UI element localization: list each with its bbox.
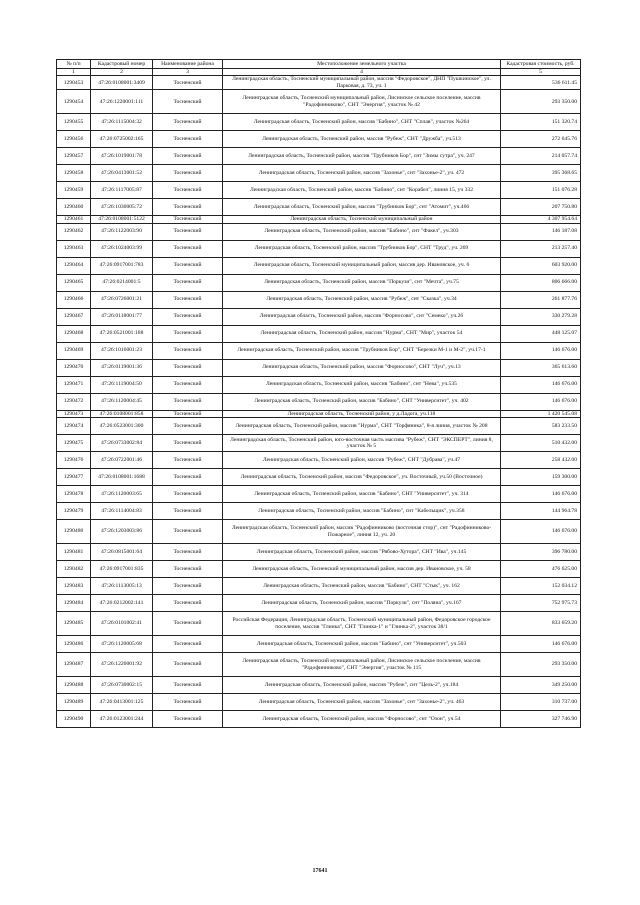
cadastral-number-cell: 47:26:1113005:13 <box>91 578 153 595</box>
cadastral-number-cell: 47:26:0722001:46 <box>91 452 153 469</box>
cadastral-value-table <box>56 59 581 728</box>
cadastral-value-cell: 510 432.00 <box>501 435 581 452</box>
district-cell: Тосненский <box>153 711 223 728</box>
table-row <box>57 308 581 325</box>
cadastral-number-cell: 47:26:0118001:77 <box>91 308 153 325</box>
cadastral-number-cell: 47:26:0815001:64 <box>91 544 153 561</box>
cadastral-number-cell: 47:26:0214001:5 <box>91 274 153 291</box>
row-number-cell: 1290486 <box>57 636 91 653</box>
table-column-numbers-row <box>57 69 581 76</box>
page-number: 17641 <box>312 868 328 874</box>
cadastral-value-cell: 365 613.60 <box>501 359 581 376</box>
table-row <box>57 418 581 435</box>
location-cell: Ленинградская область, Тосненский район, массив "Поркузи", снт "Мечта", уч.75 <box>223 274 501 291</box>
cadastral-number-cell: 47:26:1024003:99 <box>91 240 153 257</box>
table-row <box>57 520 581 544</box>
table-row <box>57 291 581 308</box>
location-cell: Ленинградская область, Тосненский район, массив "Бабино", снт "Корабел", линия 15, уч 332 <box>223 182 501 199</box>
cadastral-number-cell: 47:26:1030005:72 <box>91 199 153 216</box>
cadastral-value-cell: 146 676.00 <box>501 520 581 544</box>
district-cell: Тосненский <box>153 486 223 503</box>
cadastral-value-cell: 293 350.00 <box>501 90 581 114</box>
column-number: 1 <box>57 69 91 76</box>
row-number-cell: 1290458 <box>57 165 91 182</box>
row-number-cell: 1290464 <box>57 257 91 274</box>
cadastral-value-cell: 258 432.00 <box>501 452 581 469</box>
cadastral-number-cell: 47:26:1120004:45 <box>91 393 153 410</box>
cadastral-value-cell: 272 645.76 <box>501 131 581 148</box>
location-cell: Ленинградская область, Тосненский район, массив "Трубников Бор", СНТ "Березки М-1 и М-2", уч.17-1 <box>223 342 501 359</box>
column-number: 3 <box>153 69 223 76</box>
row-number-cell: 1290455 <box>57 114 91 131</box>
location-cell: Ленинградская область, Тосненский район, массив "Рубеж", снт "Сказка", уч.34 <box>223 291 501 308</box>
cadastral-value-cell: 146 676.00 <box>501 636 581 653</box>
district-cell: Тосненский <box>153 393 223 410</box>
row-number-cell: 1290471 <box>57 376 91 393</box>
table-row <box>57 435 581 452</box>
location-cell: Ленинградская область, Тосненский район, массив "Федоровское", уч. Восточный, уч.50 (Восточное) <box>223 469 501 486</box>
cadastral-number-cell: 47:26:1120005:68 <box>91 636 153 653</box>
table-row <box>57 376 581 393</box>
location-cell: Ленинградская область, Тосненский район, массив "Бабино", снт "Нева", уч.535 <box>223 376 501 393</box>
table-row <box>57 694 581 711</box>
location-cell: Ленинградская область, Тосненский район, массив "Рябово-Хутора", СНТ "Ива", уч.145 <box>223 544 501 561</box>
header-land-location: Местоположение земельного участка <box>223 60 501 69</box>
location-cell: Ленинградская область, Тосненский район, массив "Поркузи", снт "Поляна", уч.167 <box>223 595 501 612</box>
cadastral-value-cell: 214 057.74 <box>501 148 581 165</box>
cadastral-number-cell: 47:26:0413001:52 <box>91 165 153 182</box>
row-number-cell: 1290474 <box>57 418 91 435</box>
row-number-cell: 1290483 <box>57 578 91 595</box>
row-number-cell: 1290478 <box>57 486 91 503</box>
cadastral-value-cell: 152 034.12 <box>501 578 581 595</box>
location-cell: Ленинградская область, Тосненский район, юго-восточная часть массива "Рубеж", СНТ "ЭКСПЕРТ", линия 8, участок № 5 <box>223 435 501 452</box>
table-row <box>57 274 581 291</box>
cadastral-number-cell: 47:26:0917001:835 <box>91 561 153 578</box>
cadastral-value-cell: 396 780.00 <box>501 544 581 561</box>
cadastral-number-cell: 47:26:0108001:858 <box>91 410 153 417</box>
cadastral-number-cell: 47:26:1220001:111 <box>91 90 153 114</box>
location-cell: Ленинградская область, Тосненский район, массив "Трубников Бор", снт "Атомит", уч.466 <box>223 199 501 216</box>
district-cell: Тосненский <box>153 223 223 240</box>
district-cell: Тосненский <box>153 291 223 308</box>
cadastral-value-cell: 536 611.45 <box>501 76 581 90</box>
header-cadastral-number: Кадастровый номер <box>91 60 153 69</box>
column-number: 4 <box>223 69 501 76</box>
row-number-cell: 1290457 <box>57 148 91 165</box>
district-cell: Тосненский <box>153 182 223 199</box>
table-row <box>57 677 581 694</box>
location-cell: Ленинградская область, Тосненский муниципальный район, массив дер. Ивановское, уч. 58 <box>223 561 501 578</box>
cadastral-value-cell: 395 368.65 <box>501 165 581 182</box>
table-row <box>57 342 581 359</box>
district-cell: Тосненский <box>153 452 223 469</box>
header-district-name: Наименование района <box>153 60 223 69</box>
location-cell: Ленинградская область, Тосненский район, массив "Бабино", СНТ "Университет", уч. 314 <box>223 486 501 503</box>
cadastral-number-cell: 47:26:1119004:50 <box>91 376 153 393</box>
cadastral-value-cell: 293 350.00 <box>501 653 581 677</box>
cadastral-number-cell: 47:26:0119001:36 <box>91 359 153 376</box>
district-cell: Тосненский <box>153 325 223 342</box>
district-cell: Тосненский <box>153 199 223 216</box>
cadastral-value-cell: 261 877.76 <box>501 291 581 308</box>
table-row <box>57 544 581 561</box>
table-row <box>57 486 581 503</box>
cadastral-number-cell: 47:26:0101002:41 <box>91 612 153 636</box>
row-number-cell: 1290454 <box>57 90 91 114</box>
cadastral-value-cell: 146 676.00 <box>501 486 581 503</box>
table-row <box>57 165 581 182</box>
row-number-cell: 1290481 <box>57 544 91 561</box>
district-cell: Тосненский <box>153 435 223 452</box>
district-cell: Тосненский <box>153 578 223 595</box>
location-cell: Ленинградская область, Тосненский район, массив "Нурма", СНТ "Мир", участок 54 <box>223 325 501 342</box>
district-cell: Тосненский <box>153 90 223 114</box>
district-cell: Тосненский <box>153 410 223 417</box>
table-row <box>57 216 581 223</box>
district-cell: Тосненский <box>153 240 223 257</box>
cadastral-value-cell: 151 076.28 <box>501 182 581 199</box>
row-number-cell: 1290470 <box>57 359 91 376</box>
location-cell: Ленинградская область, Тосненский район, массив "Бабино", СНТ "Стык", уч. 162 <box>223 578 501 595</box>
location-cell: Ленинградская область, Тосненский район, массив "Форносово", снт "Озон", уч.54 <box>223 711 501 728</box>
table-row <box>57 240 581 257</box>
district-cell: Тосненский <box>153 595 223 612</box>
cadastral-number-cell: 47:26:0733002:84 <box>91 435 153 452</box>
district-cell: Тосненский <box>153 308 223 325</box>
location-cell: Ленинградская область, Тосненский район, массив "Бабино", СНТ "Университет", уч. 402 <box>223 393 501 410</box>
cadastral-value-cell: 448 125.07 <box>501 325 581 342</box>
table-row <box>57 653 581 677</box>
table-row <box>57 131 581 148</box>
table-row <box>57 503 581 520</box>
cadastral-value-cell: 583 233.50 <box>501 418 581 435</box>
cadastral-number-cell: 47:26:0108001:1688 <box>91 469 153 486</box>
row-number-cell: 1290485 <box>57 612 91 636</box>
cadastral-number-cell: 47:26:0108001:3409 <box>91 76 153 90</box>
cadastral-number-cell: 47:26:0523001:300 <box>91 418 153 435</box>
cadastral-number-cell: 47:26:1120003:65 <box>91 486 153 503</box>
row-number-cell: 1290487 <box>57 653 91 677</box>
cadastral-number-cell: 47:26:1220001:92 <box>91 653 153 677</box>
cadastral-value-cell: 146 676.00 <box>501 342 581 359</box>
district-cell: Тосненский <box>153 612 223 636</box>
location-cell: Ленинградская область, Тосненский район, массив "Форносово", СНТ "Луч", уч.13 <box>223 359 501 376</box>
row-number-cell: 1290484 <box>57 595 91 612</box>
location-cell: Ленинградская область, Тосненский район, массив "Трубников Бор", СНТ "Труд", уч. 269 <box>223 240 501 257</box>
row-number-cell: 1290472 <box>57 393 91 410</box>
table-row <box>57 223 581 240</box>
table-row <box>57 410 581 417</box>
cadastral-value-cell: 207 750.80 <box>501 199 581 216</box>
district-cell: Тосненский <box>153 76 223 90</box>
table-row <box>57 469 581 486</box>
location-cell: Ленинградская область, Тосненский муниципальный район, Лисинское сельское поселение, массив "Радофинниково", СНТ "Энергия", участок № 42 <box>223 90 501 114</box>
row-number-cell: 1290468 <box>57 325 91 342</box>
district-cell: Тосненский <box>153 359 223 376</box>
cadastral-value-cell: 151 320.74 <box>501 114 581 131</box>
row-number-cell: 1290453 <box>57 76 91 90</box>
row-number-cell: 1290480 <box>57 520 91 544</box>
cadastral-value-cell: 146 187.08 <box>501 223 581 240</box>
row-number-cell: 1290488 <box>57 677 91 694</box>
location-cell: Ленинградская область, Тосненский муниципальный район <box>223 216 501 223</box>
cadastral-number-cell: 47:26:1117005:87 <box>91 182 153 199</box>
cadastral-value-cell: 476 625.00 <box>501 561 581 578</box>
district-cell: Тосненский <box>153 376 223 393</box>
cadastral-number-cell: 47:26:0108001:5122 <box>91 216 153 223</box>
location-cell: Ленинградская область, Тосненский район, массив "Рубеж", СНТ "Дружба", уч.513 <box>223 131 501 148</box>
cadastral-value-cell: 159 300.00 <box>501 469 581 486</box>
location-cell: Ленинградская область, Тосненский район, массив "Рубеж", снт "Цель-2", уч.184 <box>223 677 501 694</box>
cadastral-number-cell: 47:26:1016001:23 <box>91 342 153 359</box>
table-row <box>57 90 581 114</box>
location-cell: Ленинградская область, Тосненский район, массив "Захонье", снт "Захонье-2", уч. 472 <box>223 165 501 182</box>
row-number-cell: 1290473 <box>57 410 91 417</box>
cadastral-number-cell: 47:26:1019001:78 <box>91 148 153 165</box>
table-row <box>57 578 581 595</box>
location-cell: Ленинградская область, Тосненский район, массив "Бабино", снт "Кабельщик", уч.358 <box>223 503 501 520</box>
document-page <box>56 59 580 728</box>
cadastral-value-cell: 146 676.00 <box>501 376 581 393</box>
cadastral-value-cell: 806 666.00 <box>501 274 581 291</box>
district-cell: Тосненский <box>153 636 223 653</box>
district-cell: Тосненский <box>153 148 223 165</box>
row-number-cell: 1290476 <box>57 452 91 469</box>
district-cell: Тосненский <box>153 216 223 223</box>
location-cell: Ленинградская область, Тосненский муниципальный район, массив "Федоровское", ДНП "Пушкинское", ул. Парковая, д. 73, уч. 1 <box>223 76 501 90</box>
district-cell: Тосненский <box>153 520 223 544</box>
district-cell: Тосненский <box>153 469 223 486</box>
location-cell: Ленинградская область, Тосненский район, массив "Бабино", снт "Факел", уч.303 <box>223 223 501 240</box>
location-cell: Ленинградская область, Тосненский район, массив "Захонье", снт "Захонье-2", уч. 463 <box>223 694 501 711</box>
row-number-cell: 1290490 <box>57 711 91 728</box>
row-number-cell: 1290460 <box>57 199 91 216</box>
row-number-cell: 1290469 <box>57 342 91 359</box>
cadastral-number-cell: 47:26:1115004:32 <box>91 114 153 131</box>
location-cell: Ленинградская область, Тосненский район, массив "Бабино", снт "Университет", уч.503 <box>223 636 501 653</box>
table-row <box>57 182 581 199</box>
location-cell: Ленинградская область, Тосненский муниципальный район, массив дер. Ивановское, уч. 6 <box>223 257 501 274</box>
table-row <box>57 148 581 165</box>
district-cell: Тосненский <box>153 694 223 711</box>
table-row <box>57 257 581 274</box>
cadastral-number-cell: 47:26:1114004:83 <box>91 503 153 520</box>
cadastral-value-cell: 213 257.40 <box>501 240 581 257</box>
district-cell: Тосненский <box>153 257 223 274</box>
header-row-number: № п/п <box>57 60 91 69</box>
table-body <box>57 76 581 728</box>
table-row <box>57 76 581 90</box>
cadastral-number-cell: 47:26:0725002:165 <box>91 131 153 148</box>
district-cell: Тосненский <box>153 418 223 435</box>
district-cell: Тосненский <box>153 114 223 131</box>
district-cell: Тосненский <box>153 165 223 182</box>
cadastral-value-cell: 146 676.00 <box>501 393 581 410</box>
location-cell: Ленинградская область, Тосненский район, массив "Бабино", СНТ "Сплав", участок №264 <box>223 114 501 131</box>
row-number-cell: 1290456 <box>57 131 91 148</box>
header-cadastral-value: Кадастровая стоимость, руб. <box>501 60 581 69</box>
row-number-cell: 1290479 <box>57 503 91 520</box>
row-number-cell: 1290461 <box>57 216 91 223</box>
cadastral-number-cell: 47:26:0730002:15 <box>91 677 153 694</box>
location-cell: Ленинградская область, Тосненский район, массив "Форносово", снт "Семеко", уч.26 <box>223 308 501 325</box>
cadastral-number-cell: 47:26:0521001:188 <box>91 325 153 342</box>
cadastral-value-cell: 144 964.78 <box>501 503 581 520</box>
cadastral-value-cell: 349 250.00 <box>501 677 581 694</box>
table-row <box>57 561 581 578</box>
row-number-cell: 1290477 <box>57 469 91 486</box>
cadastral-value-cell: 4 307 954.64 <box>501 216 581 223</box>
cadastral-number-cell: 47:26:0123001:244 <box>91 711 153 728</box>
location-cell: Ленинградская область, Тосненский район, массив "Радофинниково (восточная стор)", снт "Радофинниково-Пожарное", линия 12, уч. 20 <box>223 520 501 544</box>
location-cell: Ленинградская область, Тосненский район, массив "Рубеж", СНТ "Дубрава", уч.47 <box>223 452 501 469</box>
table-header-row <box>57 60 581 69</box>
cadastral-value-cell: 833 659.20 <box>501 612 581 636</box>
row-number-cell: 1290482 <box>57 561 91 578</box>
row-number-cell: 1290459 <box>57 182 91 199</box>
table-row <box>57 452 581 469</box>
district-cell: Тосненский <box>153 544 223 561</box>
cadastral-number-cell: 47:26:1203003:86 <box>91 520 153 544</box>
column-number: 5 <box>501 69 581 76</box>
district-cell: Тосненский <box>153 561 223 578</box>
table-row <box>57 711 581 728</box>
row-number-cell: 1290466 <box>57 291 91 308</box>
cadastral-value-cell: 1 420 545.08 <box>501 410 581 417</box>
cadastral-value-cell: 327 746.90 <box>501 711 581 728</box>
cadastral-value-cell: 752 975.73 <box>501 595 581 612</box>
district-cell: Тосненский <box>153 677 223 694</box>
table-row <box>57 199 581 216</box>
cadastral-number-cell: 47:26:0726001:21 <box>91 291 153 308</box>
district-cell: Тосненский <box>153 503 223 520</box>
table-row <box>57 595 581 612</box>
cadastral-number-cell: 47:26:0413001:125 <box>91 694 153 711</box>
row-number-cell: 1290467 <box>57 308 91 325</box>
location-cell: Ленинградская область, Тосненский район, массив "Трубников Бор", снт "Зимы сутра", уч. 247 <box>223 148 501 165</box>
district-cell: Тосненский <box>153 131 223 148</box>
row-number-cell: 1290463 <box>57 240 91 257</box>
row-number-cell: 1290462 <box>57 223 91 240</box>
table-row <box>57 612 581 636</box>
location-cell: Ленинградская область, Тосненский район, у д.Ладога, уч.118 <box>223 410 501 417</box>
location-cell: Российская Федерация, Ленинградская область, Тосненский муниципальный район, Федоровское городское поселение, массив "Глинка", СНТ "Глинка-1" и "Глинка-2", участок 38/1 <box>223 612 501 636</box>
table-row <box>57 325 581 342</box>
cadastral-number-cell: 47:26:1122003:90 <box>91 223 153 240</box>
cadastral-value-cell: 603 920.00 <box>501 257 581 274</box>
cadastral-number-cell: 47:26:0917001:783 <box>91 257 153 274</box>
district-cell: Тосненский <box>153 274 223 291</box>
location-cell: Ленинградская область, Тосненский район, массив "Нурма", СНТ "Торфяника", 8-я линия, участок № 208 <box>223 418 501 435</box>
table-row <box>57 114 581 131</box>
cadastral-number-cell: 47:26:0212002:141 <box>91 595 153 612</box>
table-row <box>57 636 581 653</box>
location-cell: Ленинградская область, Тосненский муниципальный район, Лисинское сельское поселение, массив "Радофинниково", СНТ "Энергия", участок № 115 <box>223 653 501 677</box>
column-number: 2 <box>91 69 153 76</box>
row-number-cell: 1290475 <box>57 435 91 452</box>
table-row <box>57 393 581 410</box>
row-number-cell: 1290489 <box>57 694 91 711</box>
row-number-cell: 1290465 <box>57 274 91 291</box>
cadastral-value-cell: 330 279.28 <box>501 308 581 325</box>
district-cell: Тосненский <box>153 342 223 359</box>
cadastral-value-cell: 310 737.00 <box>501 694 581 711</box>
district-cell: Тосненский <box>153 653 223 677</box>
table-row <box>57 359 581 376</box>
